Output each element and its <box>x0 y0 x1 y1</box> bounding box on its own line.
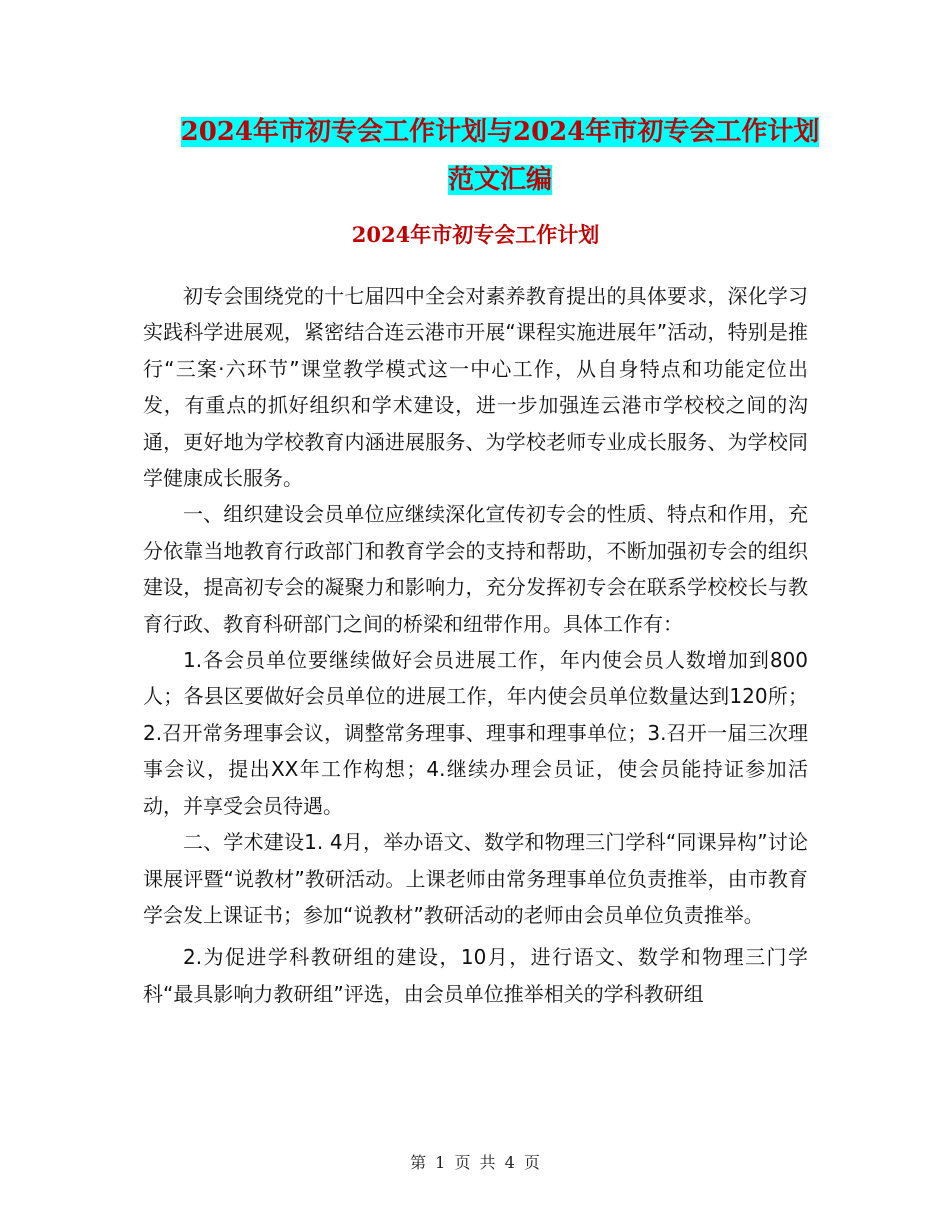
paragraph-organization-tasks: 1.各会员单位要继续做好会员进展工作，年内使会员人数增加到800人；各县区要做好会员单位的进展工作，年内使会员单位数量达到120所；2.召开常务理事会议，调整常务理事、理事和理事单位；3.召开一届三次理事会议，提出XX年工作构想；4.继续办理会员证，使会员能持证参加活动，并享受会员待遇。 <box>143 648 808 818</box>
paragraph-academic: 二、学术建设1. 4月，举办语文、数学和物理三门学科“同课异构”讨论课展评暨“说教材”教研活动。上课老师由常务理事单位负责推举，由市教育学会发上课证书；参加“说教材”教研活动的老师由会员单位负责推举。 <box>143 830 808 927</box>
paragraph-organization: 一、组织建设会员单位应继续深化宣传初专会的性质、特点和作用，充分依靠当地教育行政部门和教育学会的支持和帮助，不断加强初专会的组织建设，提高初专会的凝聚力和影响力，充分发挥初专会在联系学校校长与教育行政、教育科研部门之间的桥梁和纽带作用。具体工作有： <box>143 502 808 636</box>
document-body <box>143 278 808 1012</box>
section-title: 2024年市初专会工作计划 <box>351 222 600 247</box>
page-footer: 第 1 页 共 4 页 <box>410 1153 540 1172</box>
document-title <box>140 108 860 204</box>
paragraph-intro: 初专会围绕党的十七届四中全会对素养教育提出的具体要求，深化学习实践科学进展观，紧密结合连云港市开展“课程实施进展年”活动，特别是推行“三案·六环节”课堂教学模式这一中心工作，从自身特点和功能定位出发，有重点的抓好组织和学术建设，进一步加强连云港市学校校之间的沟通，更好地为学校教育内涵进展服务、为学校老师专业成长服务、为学校同学健康成长服务。 <box>143 284 808 491</box>
paragraph-academic-2: 2.为促进学科教研组的建设，10月，进行语文、数学和物理三门学科“最具影响力教研组”评选，由会员单位推举相关的学科教研组 <box>143 945 808 1006</box>
title-line-2: 范文汇编 <box>447 165 552 195</box>
title-line-1: 2024年市初专会工作计划与2024年市初专会工作计划 <box>180 117 820 147</box>
